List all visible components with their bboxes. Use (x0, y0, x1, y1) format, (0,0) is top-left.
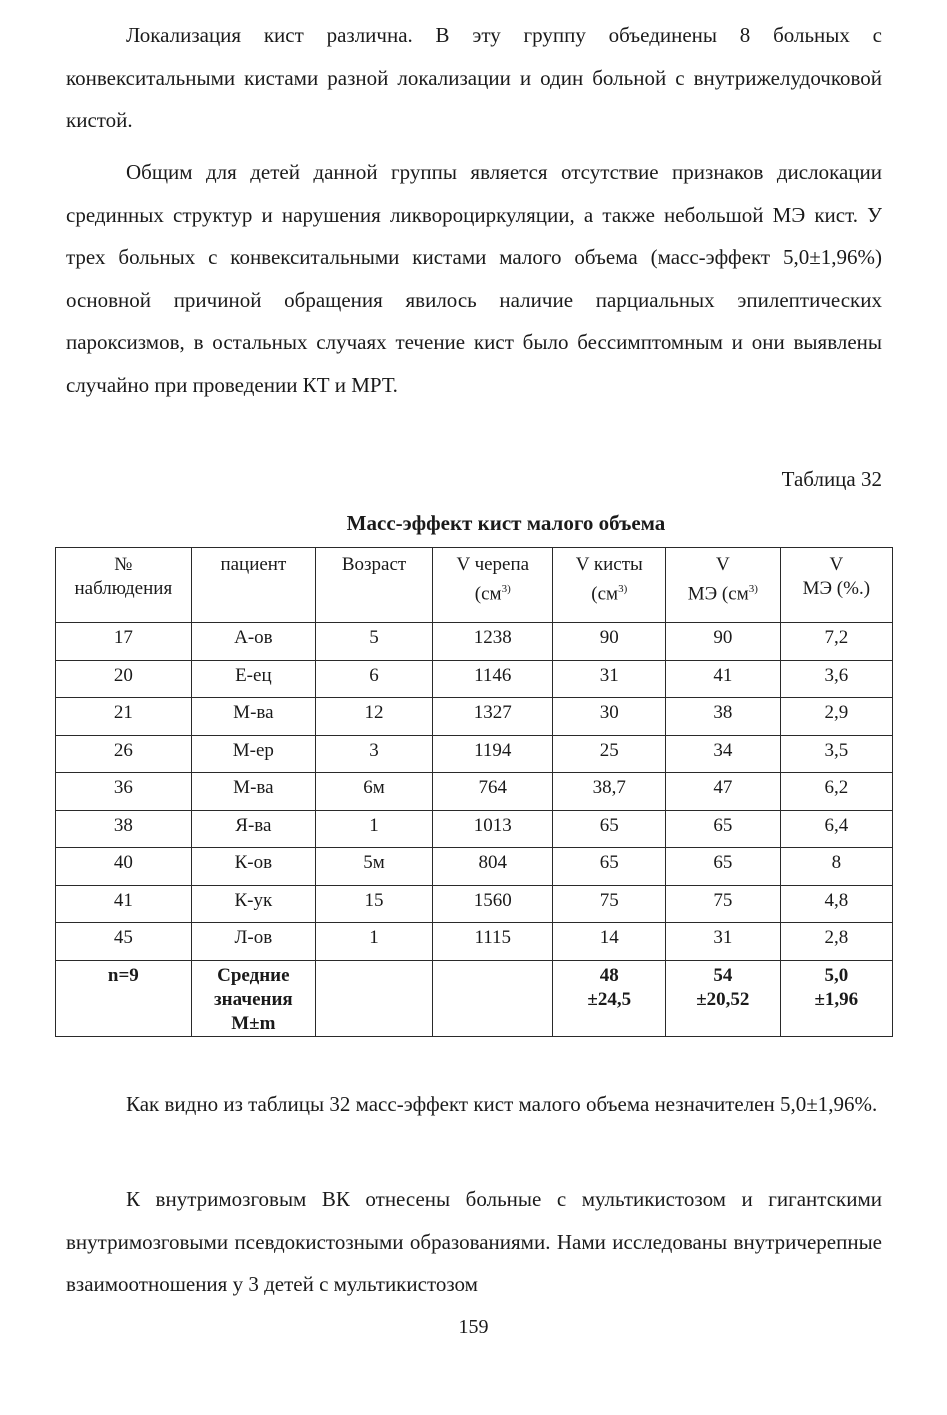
cell-me-percent: 2,9 (780, 698, 892, 736)
cell-me-volume: 34 (666, 735, 781, 773)
header-patient: пациент (191, 548, 315, 623)
header-age: Возраст (316, 548, 433, 623)
mass-effect-table (55, 547, 893, 1037)
summary-me-percent: 5,0 ±1,96 (780, 960, 892, 1036)
cell-me-volume: 38 (666, 698, 781, 736)
header-cyst-volume: V кисты ($см^{3)}$ (553, 548, 666, 623)
cell-me-percent: 7,2 (780, 623, 892, 661)
cell-me-volume: 90 (666, 623, 781, 661)
table-header-row (56, 548, 893, 623)
cell-skull-volume: 1327 (433, 698, 553, 736)
cell-observation: 45 (56, 923, 192, 961)
cell-me-percent: 8 (780, 848, 892, 886)
cell-me-percent: 3,5 (780, 735, 892, 773)
cell-age: 1 (316, 923, 433, 961)
cell-patient: К-ук (191, 885, 315, 923)
cell-age: 6м (316, 773, 433, 811)
cell-cyst-volume: 31 (553, 660, 666, 698)
cell-observation: 40 (56, 848, 192, 886)
cell-age: 1 (316, 810, 433, 848)
cell-me-volume: 47 (666, 773, 781, 811)
cell-age: 5м (316, 848, 433, 886)
cell-patient: Л-ов (191, 923, 315, 961)
header-skull-volume: V черепа ($см^{3)}$ (433, 548, 553, 623)
cell-patient: М-ер (191, 735, 315, 773)
summary-label: Средние значения M±m (191, 960, 315, 1036)
table-row (56, 885, 893, 923)
cell-patient: К-ов (191, 848, 315, 886)
cell-cyst-volume: 75 (553, 885, 666, 923)
cell-observation: 26 (56, 735, 192, 773)
table-row (56, 810, 893, 848)
header-mass-effect-percent: V МЭ (%.) (780, 548, 892, 623)
cell-patient: А-ов (191, 623, 315, 661)
cell-cyst-volume: 90 (553, 623, 666, 661)
paragraph-intracerebral: К внутримозговым ВК отнесены больные с мультикистозом и гигантскими внутримозговыми псевдокистозными образованиями. Нами исследованы внутричерепные взаимоотношения у 3 детей с мультикистозом (66, 1187, 882, 1296)
cell-cyst-volume: 65 (553, 848, 666, 886)
table-row (56, 773, 893, 811)
cell-skull-volume: 1146 (433, 660, 553, 698)
summary-count: n=9 (56, 960, 192, 1036)
cell-me-volume: 75 (666, 885, 781, 923)
cell-observation: 21 (56, 698, 192, 736)
cell-observation: 20 (56, 660, 192, 698)
cell-age: 3 (316, 735, 433, 773)
cell-me-percent: 6,4 (780, 810, 892, 848)
paragraph-group-description: Общим для детей данной группы является отсутствие признаков дислокации срединных структур и нарушения ликвороциркуляции, а также небольшой МЭ кист. У трех больных с конвекситальными кистами малого объема (масс-эффект 5,0±1,96%) основной причиной обращения явилось наличие парциальных эпилептических пароксизмов, в остальных случаях течение кист было бессимптомным и они выявлены случайно при проведении КТ и МРТ. (66, 160, 882, 397)
cell-skull-volume: 1238 (433, 623, 553, 661)
table-row (56, 623, 893, 661)
cell-observation: 17 (56, 623, 192, 661)
cell-skull-volume: 1013 (433, 810, 553, 848)
cell-age: 15 (316, 885, 433, 923)
cell-skull-volume: 1115 (433, 923, 553, 961)
cell-cyst-volume: 30 (553, 698, 666, 736)
cell-observation: 36 (56, 773, 192, 811)
paragraph-intro: Локализация кист различна. В эту группу объединены 8 больных с конвекситальными кистами разной локализации и один больной с внутрижелудочковой кистой. (66, 23, 882, 132)
cell-me-percent: 3,6 (780, 660, 892, 698)
cell-skull-volume: 1560 (433, 885, 553, 923)
cell-me-volume: 31 (666, 923, 781, 961)
table-row (56, 848, 893, 886)
table-number-label: Таблица 32 (781, 467, 882, 491)
cell-skull-volume: 764 (433, 773, 553, 811)
table-row (56, 735, 893, 773)
cell-me-percent: 6,2 (780, 773, 892, 811)
cell-cyst-volume: 38,7 (553, 773, 666, 811)
cell-age: 6 (316, 660, 433, 698)
cell-me-volume: 65 (666, 810, 781, 848)
cell-me-volume: 65 (666, 848, 781, 886)
cell-patient: Я-ва (191, 810, 315, 848)
cell-cyst-volume: 65 (553, 810, 666, 848)
table-row (56, 660, 893, 698)
cell-observation: 41 (56, 885, 192, 923)
summary-cyst-volume: 48 ±24,5 (553, 960, 666, 1036)
cell-cyst-volume: 25 (553, 735, 666, 773)
cell-skull-volume: 804 (433, 848, 553, 886)
header-mass-effect-volume: V МЭ ($см^{3)}$ (666, 548, 781, 623)
page-number: 159 (458, 1316, 489, 1338)
cell-observation: 38 (56, 810, 192, 848)
summary-me-volume: 54 ±20,52 (666, 960, 781, 1036)
header-observation-number: № наблюдения (56, 548, 192, 623)
table-row (56, 698, 893, 736)
cell-skull-volume: 1194 (433, 735, 553, 773)
cell-me-percent: 2,8 (780, 923, 892, 961)
table-title: Масс-эффект кист малого объема (346, 511, 666, 535)
cell-me-volume: 41 (666, 660, 781, 698)
cell-patient: Е-ец (191, 660, 315, 698)
table-summary-row (56, 960, 893, 1036)
summary-empty-age (316, 960, 433, 1036)
summary-empty-skull (433, 960, 553, 1036)
cell-patient: М-ва (191, 773, 315, 811)
cell-age: 12 (316, 698, 433, 736)
cell-cyst-volume: 14 (553, 923, 666, 961)
paragraph-table-conclusion: Как видно из таблицы 32 масс-эффект кист малого объема незначителен 5,0±1,96%. (126, 1092, 878, 1116)
cell-patient: М-ва (191, 698, 315, 736)
table-row (56, 923, 893, 961)
cell-me-percent: 4,8 (780, 885, 892, 923)
cell-age: 5 (316, 623, 433, 661)
